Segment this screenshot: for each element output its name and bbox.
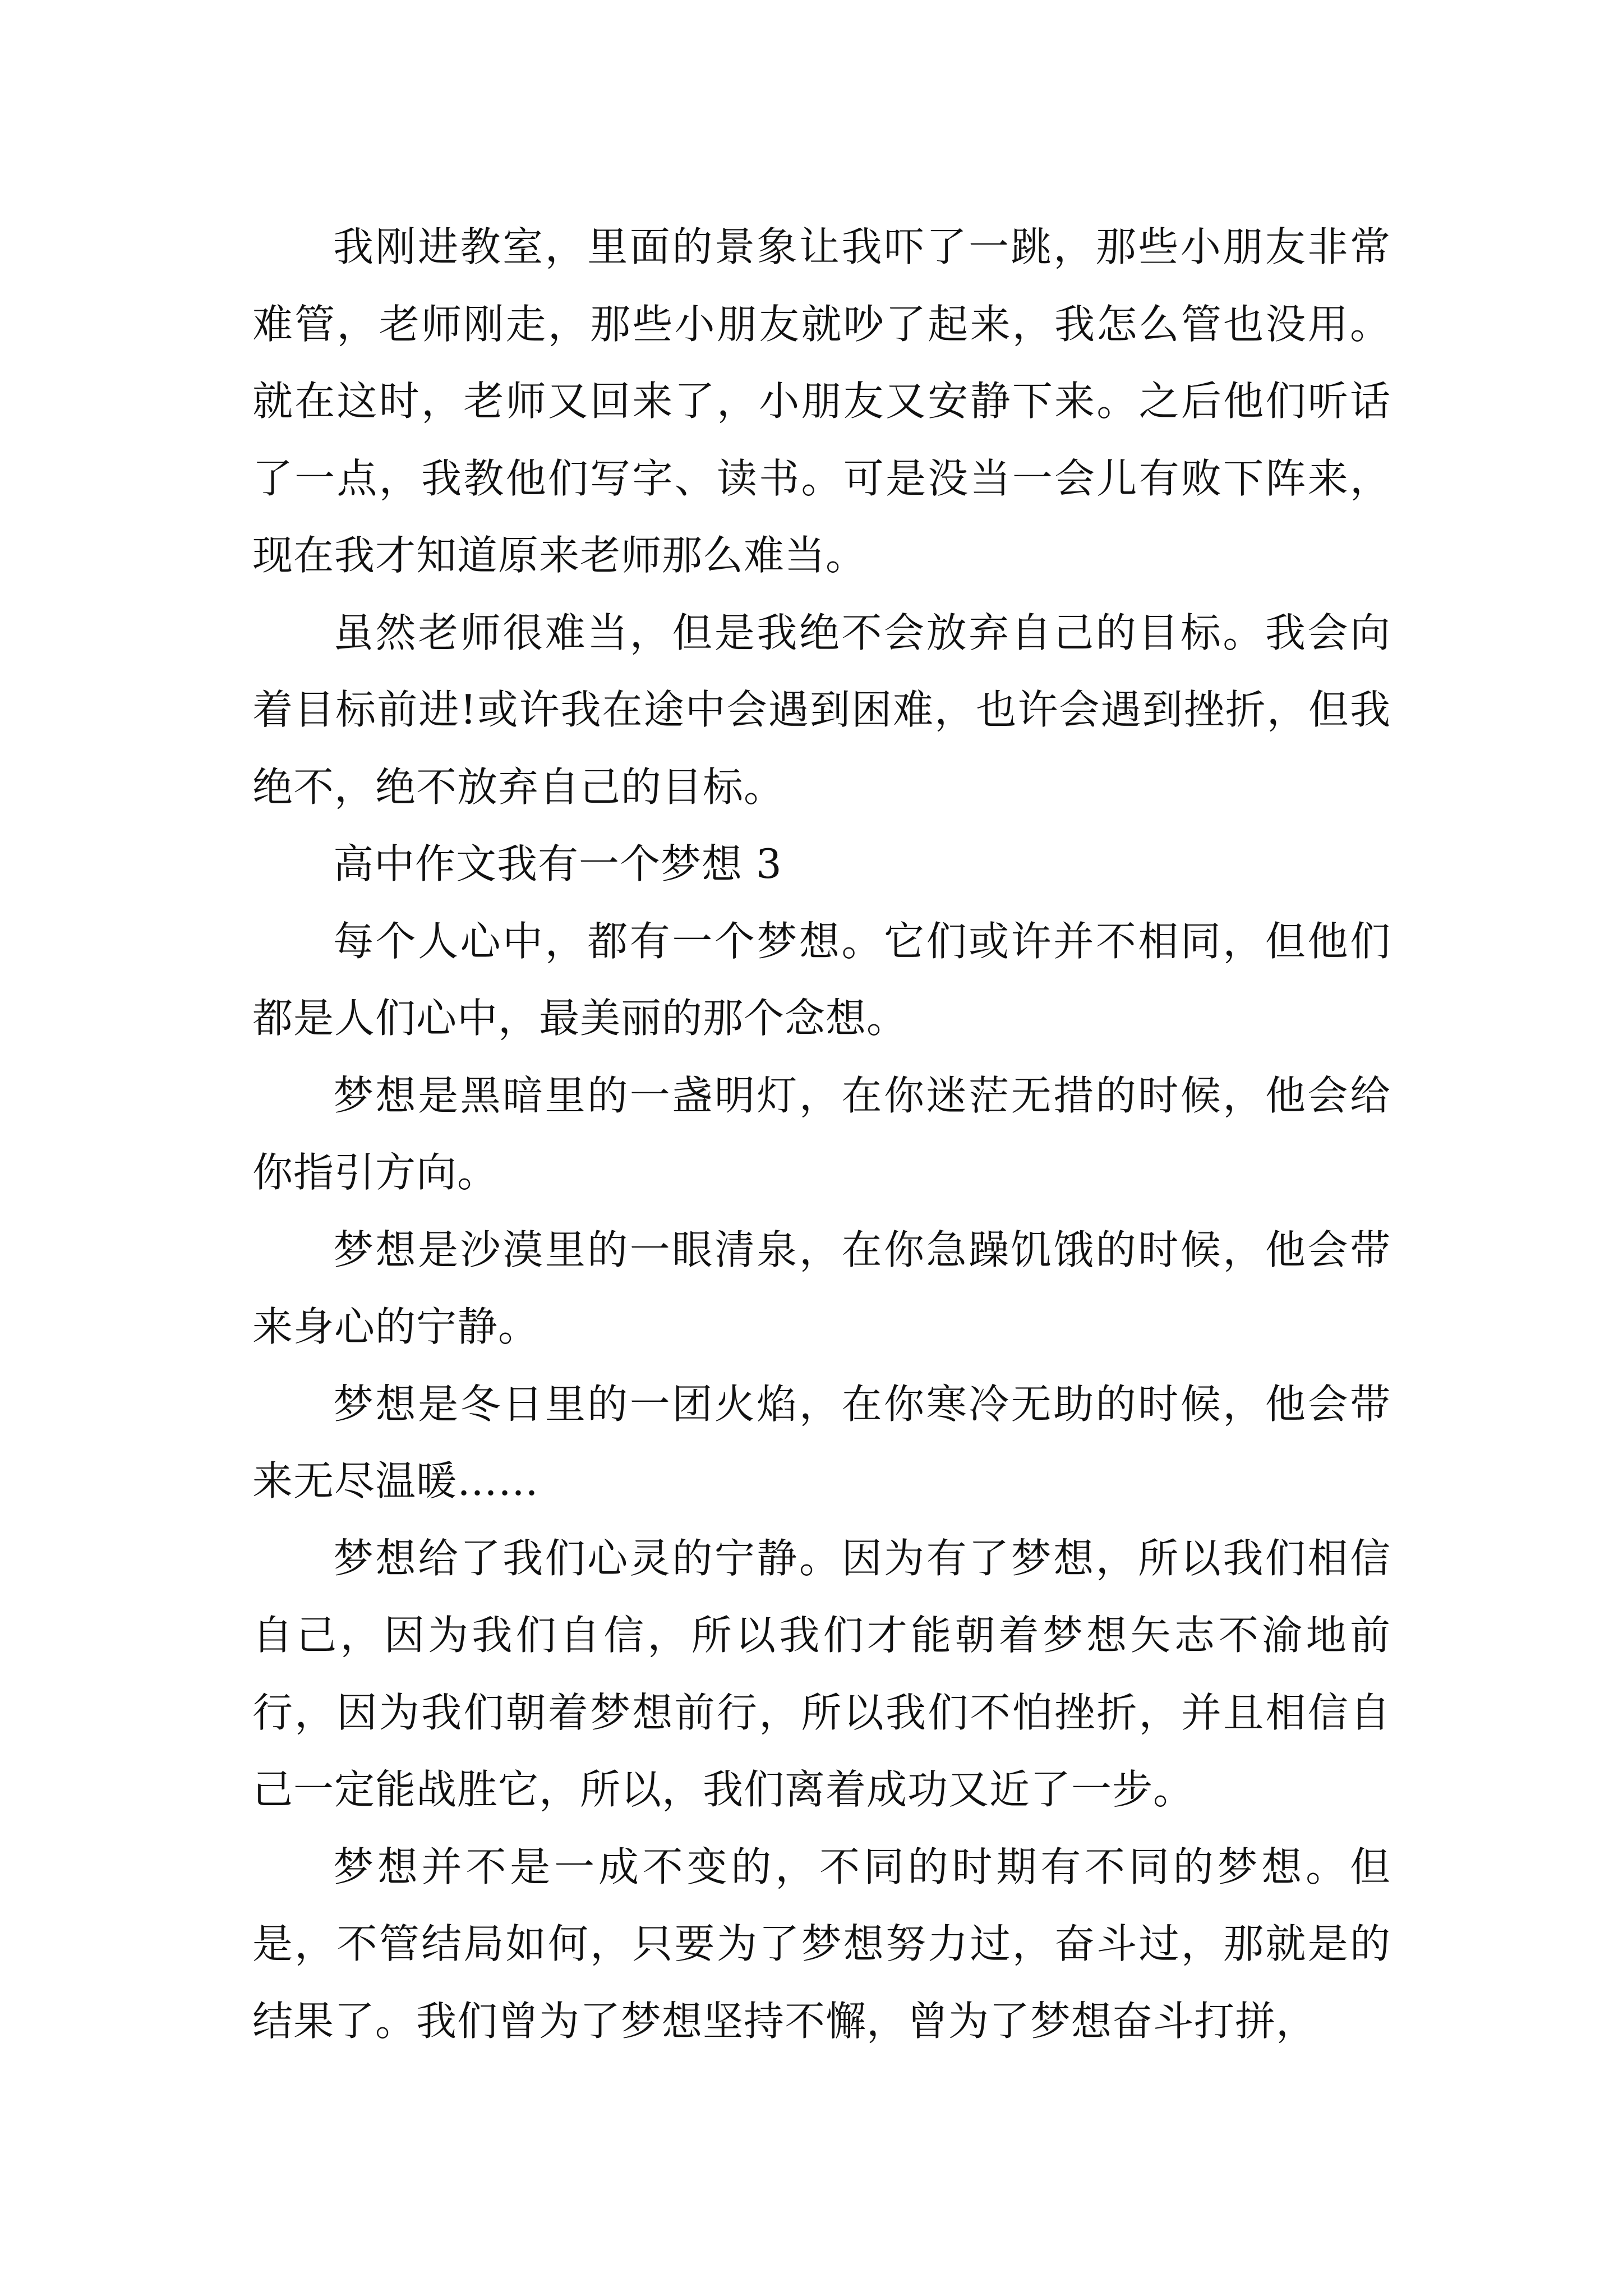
paragraph: 虽然老师很难当，但是我绝不会放弃自己的目标。我会向着目标前进!或许我在途中会遇到困难，也许会遇到挫折，但我绝不，绝不放弃自己的目标。 bbox=[252, 609, 1391, 811]
document-body bbox=[252, 209, 1391, 2060]
paragraph: 每个人心中，都有一个梦想。它们或许并不相同，但他们都是人们心中，最美丽的那个念想。 bbox=[252, 917, 1391, 1042]
paragraph: 梦想是沙漠里的一眼清泉，在你急躁饥饿的时候，他会带来身心的宁静。 bbox=[252, 1226, 1391, 1350]
paragraph: 梦想是冬日里的一团火焰，在你寒冷无助的时候，他会带来无尽温暖…… bbox=[252, 1380, 1391, 1504]
paragraph: 我刚进教室，里面的景象让我吓了一跳，那些小朋友非常难管，老师刚走，那些小朋友就吵了起来，我怎么管也没用。就在这时，老师又回来了，小朋友又安静下来。之后他们听话了一点，我教他们写字、读书。可是没当一会儿有败下阵来，现在我才知道原来老师那么难当。 bbox=[252, 223, 1391, 579]
paragraph: 梦想并不是一成不变的，不同的时期有不同的梦想。但是，不管结局如何，只要为了梦想努力过，奋斗过，那就是的结果了。我们曾为了梦想坚持不懈，曾为了梦想奋斗打拼， bbox=[252, 1843, 1391, 2045]
section-heading: 高中作文我有一个梦想 3 bbox=[333, 840, 782, 887]
paragraph: 梦想是黑暗里的一盏明灯，在你迷茫无措的时候，他会给你指引方向。 bbox=[252, 1071, 1391, 1196]
paragraph: 梦想给了我们心灵的宁静。因为有了梦想，所以我们相信自己，因为我们自信，所以我们才能朝着梦想矢志不渝地前行，因为我们朝着梦想前行，所以我们不怕挫折，并且相信自己一定能战胜它，所以，我们离着成功又近了一步。 bbox=[252, 1534, 1391, 1813]
